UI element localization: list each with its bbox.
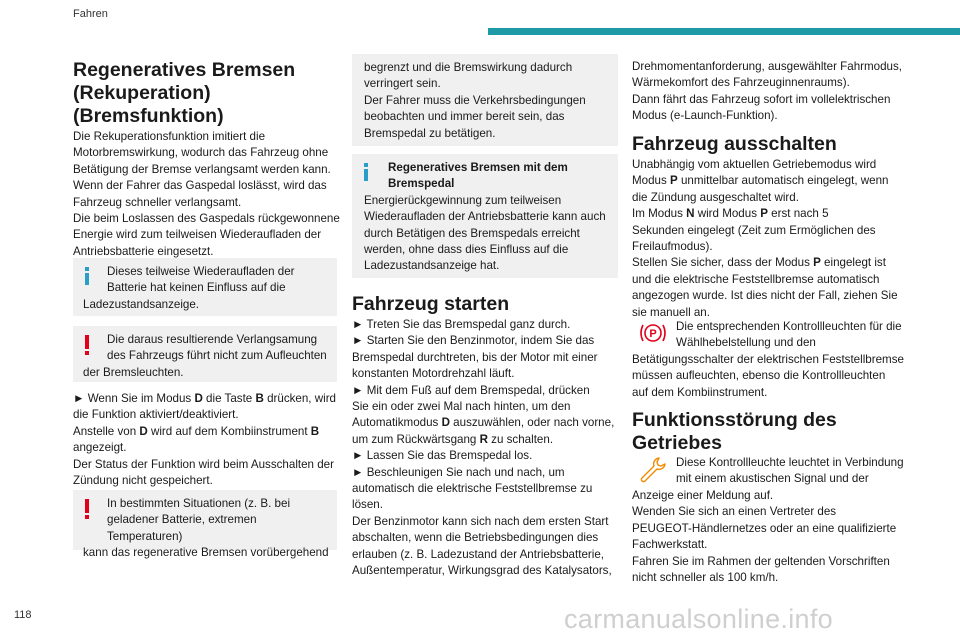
text-line: müssen aufleuchten, ebenso die Kontrollleuchten: [632, 369, 886, 383]
text-fragment: auszuwählen, oder nach vorne,: [449, 416, 615, 430]
text-line: geladener Batterie, extremen Temperaturen): [107, 513, 257, 543]
text-fragment: wird auf dem Kombiinstrument: [147, 424, 311, 438]
warning-box-limited-regen: [73, 490, 337, 560]
text-fragment: Stellen Sie sicher, dass der Modus: [632, 256, 814, 270]
text-line: Die beim Loslassen des Gaspedals rückgewonnene: [73, 212, 340, 226]
text-line: die Funktion aktiviert/deaktiviert.: [73, 408, 239, 422]
text-line: Motorbremswirkung, wodurch das Fahrzeug ohne: [73, 146, 329, 160]
text-line: Wiederaufladen der Antriebsbatterie kann auch: [364, 210, 606, 224]
text-line: nicht schneller als 100 km/h.: [632, 571, 779, 585]
text-line: Bremspedal zu betätigen.: [364, 126, 496, 140]
text-line: Diese Kontrollleuchte leuchtet in Verbindung: [676, 456, 904, 469]
mode-d: D: [139, 424, 148, 438]
text-line: der Bremsleuchten.: [83, 365, 184, 379]
title-gearbox-fault: Funktionsstörung des Getriebes: [632, 409, 837, 454]
title-start-vehicle: Fahrzeug starten: [352, 293, 510, 315]
text-line: Der Benzinmotor kann sich nach dem ersten Start: [352, 514, 609, 528]
text-fragment: Im Modus: [632, 207, 687, 221]
text-line: Betätigung der Bremse verlangsamt werden kann.: [73, 162, 331, 176]
text-line: ► Treten Sie das Bremspedal ganz durch.: [352, 318, 571, 331]
regen-intro: [73, 129, 341, 260]
text-line: Anzeige einer Meldung auf.: [632, 489, 774, 502]
start-continued: [632, 59, 908, 125]
title-switch-off: Fahrzeug ausschalten: [632, 133, 837, 155]
text-line: und die elektrische Feststellbremse automatisch: [632, 272, 880, 286]
text-line: Dann fährt das Fahrzeug sofort im vollelektrischen: [632, 92, 891, 106]
text-line: Ladezustandsanzeige.: [83, 297, 200, 311]
mode-p: P: [813, 256, 821, 270]
text-fragment: Modus: [632, 174, 671, 188]
warning-icon: [85, 499, 89, 519]
text-line: werden, ohne dass dies Einfluss auf die: [364, 243, 569, 257]
text-line: verringert sein.: [364, 77, 441, 91]
text-line: ► Beschleunigen Sie nach und nach, um: [352, 465, 565, 479]
text-fragment: drücken, wird: [263, 392, 337, 405]
text-line: ► Lassen Sie das Bremspedal los.: [352, 449, 533, 463]
text-fragment: unmittelbar automatisch eingelegt, wenn: [677, 174, 889, 188]
lamp2-text-rest: [632, 488, 908, 586]
text-line: Außentemperatur, Wirkungsgrad des Katalysators,: [352, 564, 612, 578]
text-line: Der Status der Funktion wird beim Ausschalten der: [73, 457, 334, 471]
info-box-title: Regeneratives Bremsen mit dem: [388, 161, 568, 174]
info-box-brake-pedal-regen: [352, 154, 618, 278]
text-line: Fachwerkstatt.: [632, 538, 708, 552]
text-line: die Zündung ausgeschaltet wird.: [632, 190, 799, 204]
text-fragment: wird Modus: [694, 207, 761, 221]
text-line: Wärmekomfort des Fahrzeuginnenraums).: [632, 76, 850, 90]
text-line: angezogen wurde. Ist dies nicht der Fall, ziehen Sie: [632, 289, 898, 303]
text-line: Ladezustandsanzeige hat.: [364, 259, 500, 273]
text-line: Sie ein oder zwei Mal nach hinten, um den: [352, 400, 571, 414]
text-line: Modus (e-Launch-Funktion).: [632, 109, 778, 123]
text-line: Wenn der Fahrer das Gaspedal loslässt, wird das: [73, 179, 327, 193]
parking-brake-warning-icon: [638, 320, 668, 346]
text-line: kann das regenerative Bremsen vorübergehend: [83, 546, 329, 560]
text-line: [73, 391, 341, 407]
text-line: angezeigt.: [73, 441, 127, 455]
text-fragment: um zum Rückwärtsgang: [352, 432, 480, 446]
mode-p: P: [760, 207, 768, 221]
text-line: automatisch die elektrische Feststellbremse zu: [352, 482, 593, 496]
text-line: In bestimmten Situationen (z. B. bei: [107, 497, 291, 510]
text-fragment: Anstelle von: [73, 424, 140, 438]
wrench-warning-icon: [638, 455, 668, 483]
key-b: B: [255, 392, 264, 405]
text-line: Wählhebelstellung und den: [676, 336, 816, 350]
text-line: Unabhängig vom aktuellen Getriebemodus wird: [632, 158, 877, 171]
text-fragment: zu schalten.: [487, 432, 554, 446]
start-steps: [352, 317, 620, 580]
text-line: Drehmomentanforderung, ausgewählter Fahrmodus,: [632, 60, 903, 73]
text-line: [632, 206, 908, 222]
text-line: erlauben (z. B. Ladezustand der Antriebsbatterie,: [352, 547, 604, 561]
regen-toggle-steps: [73, 391, 341, 489]
warning-icon: [85, 335, 89, 355]
text-line: sie manuell an.: [632, 305, 710, 319]
text-line: Die entsprechenden Kontrollleuchten für die: [676, 320, 902, 333]
text-line: des Fahrzeugs führt nicht zum Aufleuchten: [107, 349, 327, 363]
info-icon: [364, 163, 368, 181]
info-box-title: Bremspedal: [388, 177, 455, 191]
text-line: [632, 255, 908, 271]
text-line: Freilaufmodus).: [632, 240, 713, 254]
text-line: [632, 173, 908, 189]
text-line: Der Fahrer muss die Verkehrsbedingungen: [364, 93, 586, 107]
title-regen-braking: Regeneratives Bremsen (Rekuperation) (Bremsfunktion): [73, 59, 296, 127]
text-line: [73, 424, 341, 440]
text-line: Antriebsbatterie eingesetzt.: [73, 244, 214, 258]
mode-d: D: [194, 392, 203, 405]
text-line: durch Betätigen des Bremspedals erreicht: [364, 226, 580, 240]
text-line: konstanten Motordrehzahl läuft.: [352, 367, 515, 381]
header-accent-bar: [488, 28, 960, 35]
lamp1-text-rest: [632, 352, 908, 401]
mode-n: N: [686, 207, 695, 221]
text-fragment: Automatikmodus: [352, 416, 442, 430]
warning-box-brake-lights: [73, 326, 337, 382]
svg-text:P: P: [649, 328, 657, 340]
text-line: Fahren Sie im Rahmen der geltenden Vorschriften: [632, 554, 890, 568]
text-line: auf dem Kombiinstrument.: [632, 385, 768, 399]
key-b: B: [310, 424, 320, 438]
text-line: lösen.: [352, 498, 383, 512]
text-line: Batterie hat keinen Einfluss auf die: [107, 281, 286, 295]
text-line: Wenden Sie sich an einen Vertreter des: [632, 505, 837, 519]
text-fragment: die Taste: [202, 392, 256, 405]
mode-p: P: [670, 174, 678, 188]
text-line: Betätigungsschalter der elektrischen Feststellbremse: [632, 353, 904, 366]
text-line: ► Mit dem Fuß auf dem Bremspedal, drücken: [352, 383, 590, 397]
lamp1-text: [676, 319, 908, 352]
text-line: PEUGEOT-Händlernetzes oder an eine qualifizierte: [632, 521, 897, 535]
text-fragment: erst nach 5: [767, 207, 829, 221]
text-line: Die daraus resultierende Verlangsamung: [107, 333, 318, 346]
text-line: Fahrzeug schneller verlangsamt.: [73, 195, 242, 209]
section-header: Fahren: [73, 8, 108, 20]
text-line: [352, 432, 620, 448]
text-line: begrenzt und die Bremswirkung dadurch: [364, 61, 573, 74]
text-line: Sekunden eingelegt (Zeit zum Ermöglichen des: [632, 223, 876, 237]
text-line: Bremspedal durchtreten, bis der Motor mit einer: [352, 350, 598, 364]
warning-box-continued: [352, 54, 618, 146]
watermark: carmanualsonline.info: [564, 604, 833, 634]
text-line: [352, 415, 620, 431]
switch-off-text: [632, 157, 908, 321]
text-line: Energierückgewinnung zum teilweisen: [364, 193, 562, 207]
text-line: abschalten, wenn die Betriebsbedingungen dies: [352, 531, 599, 545]
mode-d: D: [441, 416, 450, 430]
info-box-recharge: [73, 258, 337, 316]
mode-r: R: [479, 432, 488, 446]
page-number: 118: [14, 609, 32, 621]
text-fragment: eingelegt ist: [820, 256, 886, 270]
text-line: Die Rekuperationsfunktion imitiert die: [73, 130, 266, 143]
text-fragment: ► Wenn Sie im Modus: [73, 392, 195, 405]
info-icon: [85, 267, 89, 285]
text-line: Energie wird zum teilweisen Wiederaufladen der: [73, 228, 322, 242]
text-line: beobachten und immer bereit sein, das: [364, 110, 565, 124]
text-line: ► Starten Sie den Benzinmotor, indem Sie das: [352, 334, 595, 348]
text-line: Zündung nicht gespeichert.: [73, 474, 213, 488]
text-line: mit einem akustischen Signal und der: [676, 472, 869, 486]
lamp2-text: [676, 455, 908, 488]
text-line: Dieses teilweise Wiederaufladen der: [107, 265, 295, 278]
